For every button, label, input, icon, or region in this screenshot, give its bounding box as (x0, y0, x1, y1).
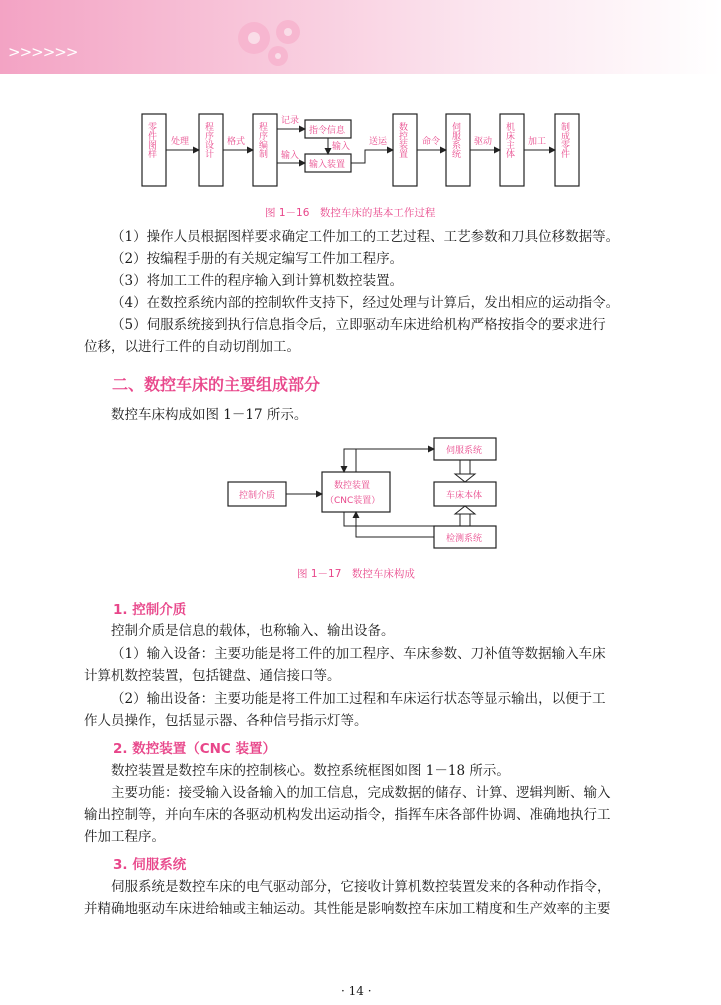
fig16-label-servo: 伺服系统 (450, 122, 460, 158)
paragraph-line: （2）输出设备：主要功能是将工件加工过程和车床运行状态等显示输出，以便于工 (111, 691, 606, 707)
gear-icon (232, 10, 342, 70)
list-item: （2）按编程手册的有关规定编写工件加工程序。 (111, 251, 404, 267)
fig17-label-medium: 控制介质 (239, 491, 276, 501)
fig16-label-input: 输入装置 (309, 160, 346, 170)
paragraph-line: （1）输入设备：主要功能是将工件的加工程序、车床参数、刀补值等数据输入车床 (111, 646, 606, 662)
paragraph-line: 件加工程序。 (84, 829, 165, 845)
list-item: （4）在数控系统内部的控制软件支持下，经过处理与计算后，发出相应的运动指令。 (111, 295, 620, 311)
fig17-caption: 图 1－17 数控车床构成 (297, 568, 415, 580)
fig16-arrow-command: 命令 (422, 137, 441, 147)
header-chevrons: >>>>>> (8, 43, 78, 61)
list-item: 位移，以进行工件的自动切削加工。 (84, 339, 300, 355)
list-item: （3）将加工工件的程序输入到计算机数控装置。 (111, 273, 404, 289)
fig16-arrow-process: 处理 (171, 137, 190, 147)
paragraph-line: 主要功能：接受输入设备输入的加工信息，完成数据的储存、计算、逻辑判断、输入 (111, 785, 611, 801)
list-item: （1）操作人员根据图样要求确定工件加工的工艺过程、工艺参数和刀具位移数据等。 (111, 229, 620, 245)
paragraph-line: 作人员操作，包括显示器、各种信号指示灯等。 (84, 713, 368, 729)
fig16-arrow-machining: 加工 (528, 137, 547, 147)
fig17-label-bed: 车床本体 (446, 491, 483, 501)
fig16-arrow-record: 记录 (281, 116, 300, 126)
fig16-label-part: 制成零件 (559, 122, 569, 158)
paragraph-line: 并精确地驱动车床进给轴或主轴运动。其性能是影响数控车床加工精度和生产效率的主要 (84, 901, 611, 917)
section-intro: 数控车床构成如图 1－17 所示。 (111, 407, 308, 423)
page-number: · 14 · (341, 984, 372, 998)
paragraph-line: 计算机数控装置，包括键盘、通信接口等。 (84, 668, 341, 684)
fig16-diagram (0, 100, 721, 200)
fig16-arrow-drive: 驱动 (474, 137, 493, 147)
paragraph-line: 控制介质是信息的载体，也称输入、输出设备。 (111, 623, 395, 639)
fig16-arrow-send: 送运 (369, 137, 388, 147)
fig16-label-drawing: 零件图样 (146, 122, 156, 158)
fig16-label-instruction: 指令信息 (309, 126, 346, 136)
subsection-heading: 1. 控制介质 (113, 602, 187, 618)
fig17-label-detect: 检测系统 (446, 534, 483, 544)
fig16-arrow-input1: 输入 (281, 151, 300, 161)
fig17-label-servo: 伺服系统 (446, 446, 483, 456)
list-item: （5）伺服系统接到执行信息指令后，立即驱动车床进给机构严格按指令的要求进行 (111, 317, 606, 333)
fig16-label-machine: 机床主体 (504, 122, 514, 158)
paragraph-line: 输出控制等，并向车床的各驱动机构发出运动指令，指挥车床各部件协调、准确地执行工 (84, 807, 611, 823)
fig16-label-design: 程序设计 (203, 122, 213, 158)
fig17-diagram (0, 430, 721, 555)
fig16-label-nc: 数控装置 (397, 122, 407, 158)
fig17-label-cnc-sub: （CNC装置） (325, 496, 381, 506)
fig16-label-programming: 程序编制 (257, 122, 267, 158)
fig16-arrow-format: 格式 (227, 137, 246, 147)
section-heading: 二、数控车床的主要组成部分 (112, 375, 321, 394)
paragraph-line: 伺服系统是数控车床的电气驱动部分，它接收计算机数控装置发来的各种动作指令， (111, 879, 611, 895)
fig17-label-cnc: 数控装置 (334, 481, 371, 491)
subsection-heading: 2. 数控装置（CNC 装置） (113, 741, 277, 757)
box-cnc (322, 472, 390, 512)
page-header-band (0, 0, 721, 74)
subsection-heading: 3. 伺服系统 (113, 857, 187, 873)
fig16-caption: 图 1－16 数控车床的基本工作过程 (265, 207, 436, 219)
fig16-arrow-input2: 输入 (332, 142, 351, 152)
paragraph-line: 数控装置是数控车床的控制核心。数控系统框图如图 1－18 所示。 (111, 763, 510, 779)
